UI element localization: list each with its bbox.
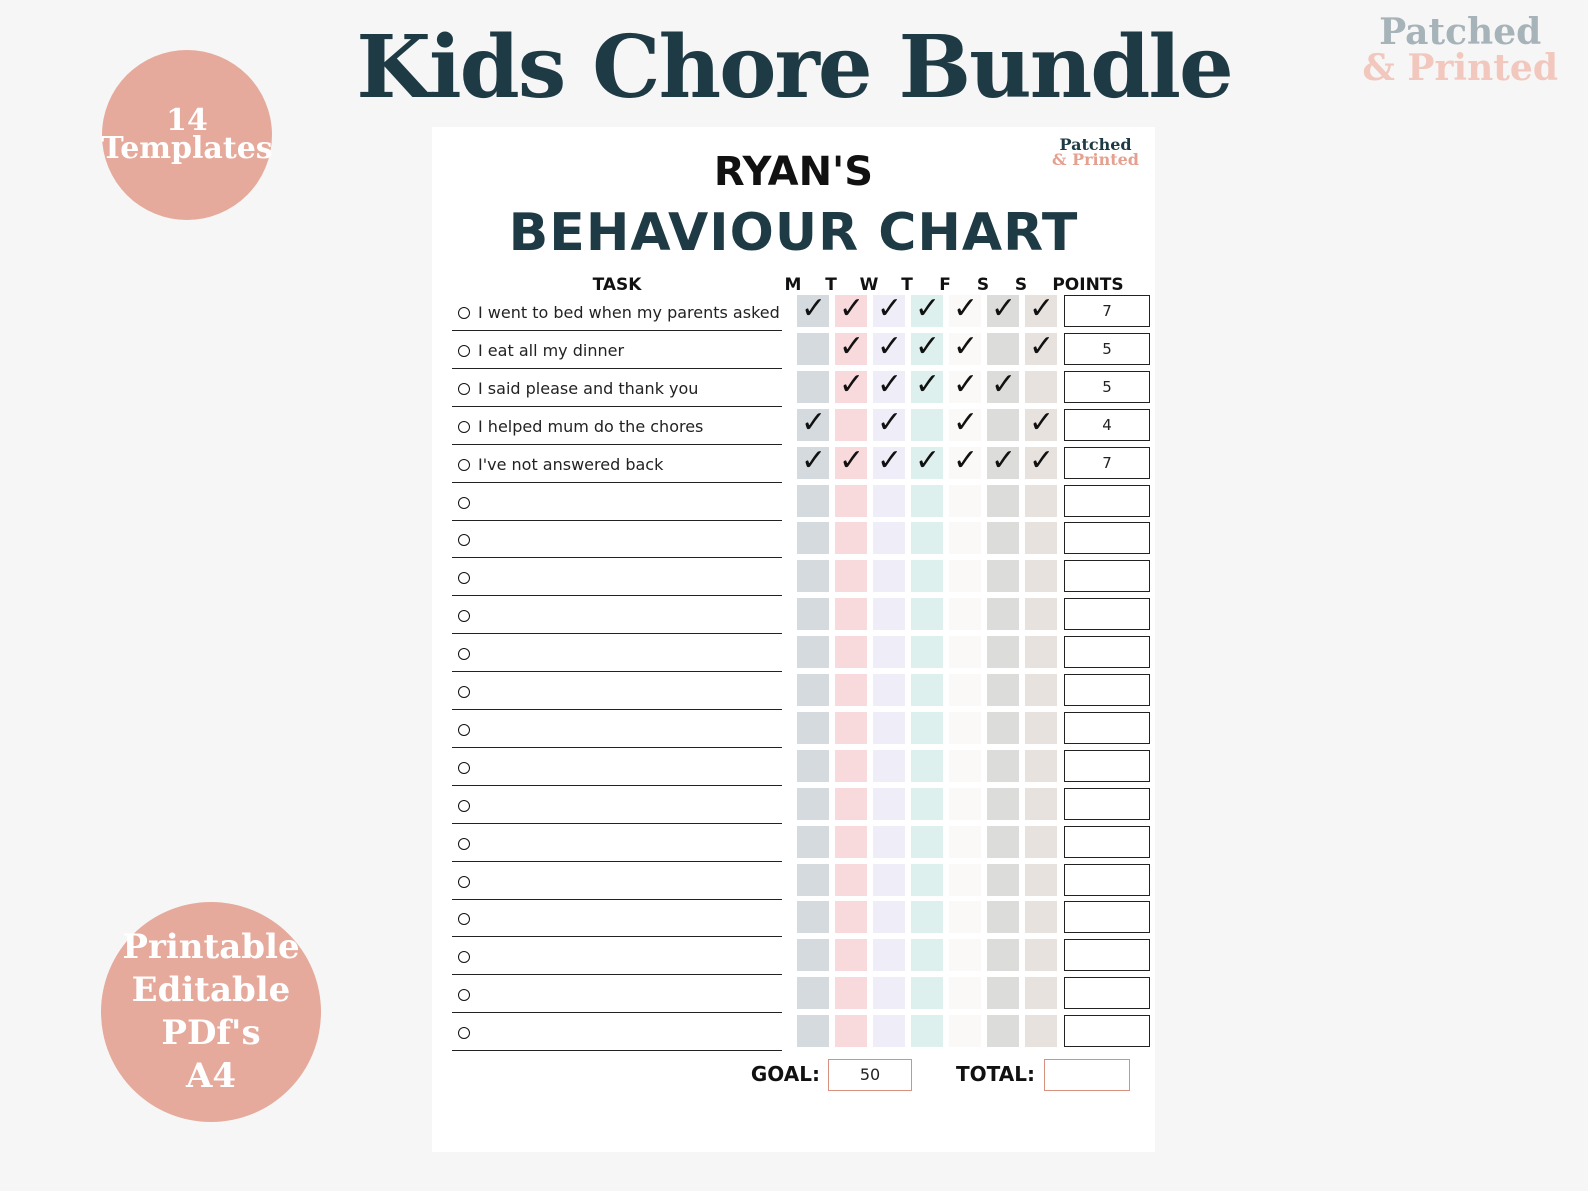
day-cell[interactable] bbox=[911, 788, 943, 820]
day-cell[interactable] bbox=[949, 636, 981, 668]
task-label: I said please and thank you bbox=[478, 378, 699, 398]
task-field[interactable] bbox=[452, 824, 782, 862]
task-field[interactable] bbox=[452, 975, 782, 1013]
day-cell[interactable] bbox=[1025, 371, 1057, 403]
task-field[interactable] bbox=[452, 558, 782, 596]
day-cell[interactable] bbox=[835, 598, 867, 630]
task-bullet-icon bbox=[458, 686, 470, 698]
day-cell[interactable] bbox=[873, 485, 905, 517]
day-cell[interactable] bbox=[987, 485, 1019, 517]
check-icon: ✓ bbox=[801, 404, 827, 440]
day-cell[interactable] bbox=[835, 939, 867, 971]
task-bullet-icon bbox=[458, 989, 470, 1001]
day-cell[interactable] bbox=[911, 712, 943, 744]
day-cell[interactable] bbox=[987, 291, 1019, 327]
day-cell[interactable] bbox=[987, 366, 1019, 403]
day-cell[interactable] bbox=[835, 442, 867, 479]
task-bullet-icon bbox=[458, 459, 470, 471]
check-icon: ✓ bbox=[877, 442, 903, 478]
points-field[interactable]: 5 bbox=[1064, 371, 1150, 403]
task-row bbox=[452, 824, 1132, 862]
goal-label: GOAL: bbox=[750, 1062, 820, 1086]
task-field[interactable] bbox=[452, 710, 782, 748]
day-cell[interactable] bbox=[873, 712, 905, 744]
day-header: W bbox=[859, 275, 879, 295]
templates-badge bbox=[102, 50, 272, 220]
check-icon: ✓ bbox=[877, 366, 903, 402]
day-cell[interactable] bbox=[1025, 522, 1057, 554]
check-icon: ✓ bbox=[915, 366, 941, 402]
points-field[interactable] bbox=[1064, 674, 1150, 706]
day-cell[interactable] bbox=[911, 442, 943, 479]
day-cell[interactable] bbox=[1025, 598, 1057, 630]
day-cell[interactable] bbox=[1025, 826, 1057, 858]
day-cell[interactable] bbox=[949, 328, 981, 365]
day-cell[interactable] bbox=[873, 674, 905, 706]
day-cell[interactable] bbox=[1025, 1015, 1057, 1047]
day-cell[interactable] bbox=[797, 560, 829, 592]
day-header: F bbox=[939, 275, 951, 295]
check-icon: ✓ bbox=[915, 442, 941, 478]
brand-logo bbox=[1362, 11, 1558, 89]
day-cell[interactable] bbox=[835, 977, 867, 1009]
task-field[interactable] bbox=[452, 369, 782, 407]
total-label: TOTAL: bbox=[956, 1062, 1035, 1086]
day-cell[interactable] bbox=[873, 636, 905, 668]
day-cell[interactable] bbox=[873, 977, 905, 1009]
day-cell[interactable] bbox=[949, 1015, 981, 1047]
day-cell[interactable] bbox=[797, 674, 829, 706]
day-cell[interactable] bbox=[911, 328, 943, 365]
day-cell[interactable] bbox=[835, 788, 867, 820]
day-cell[interactable] bbox=[911, 977, 943, 1009]
check-icon: ✓ bbox=[991, 442, 1017, 478]
day-cell[interactable] bbox=[797, 977, 829, 1009]
task-row bbox=[452, 786, 1132, 824]
day-cell[interactable] bbox=[835, 366, 867, 403]
day-cell[interactable] bbox=[949, 674, 981, 706]
check-icon: ✓ bbox=[839, 328, 865, 364]
chart-sheet bbox=[432, 127, 1155, 1152]
day-cell[interactable] bbox=[911, 939, 943, 971]
day-cell[interactable] bbox=[949, 366, 981, 403]
day-cell[interactable] bbox=[949, 750, 981, 782]
day-cell[interactable] bbox=[911, 522, 943, 554]
day-cell[interactable] bbox=[797, 485, 829, 517]
day-cell[interactable] bbox=[873, 598, 905, 630]
day-cell[interactable] bbox=[835, 1015, 867, 1047]
day-header: M bbox=[784, 275, 802, 295]
points-field[interactable] bbox=[1064, 636, 1150, 668]
day-cell[interactable] bbox=[797, 291, 829, 327]
task-row bbox=[452, 483, 1132, 521]
check-icon: ✓ bbox=[953, 328, 979, 364]
task-field[interactable] bbox=[452, 331, 782, 369]
day-cell[interactable] bbox=[987, 442, 1019, 479]
check-icon: ✓ bbox=[877, 404, 903, 440]
day-cell[interactable] bbox=[873, 404, 905, 441]
day-cell[interactable] bbox=[797, 442, 829, 479]
day-cell[interactable] bbox=[949, 864, 981, 896]
day-cell[interactable] bbox=[987, 788, 1019, 820]
check-icon: ✓ bbox=[1029, 328, 1055, 364]
task-bullet-icon bbox=[458, 307, 470, 319]
day-cell[interactable] bbox=[873, 901, 905, 933]
points-field[interactable] bbox=[1064, 598, 1150, 630]
day-header: S bbox=[976, 275, 990, 295]
task-row bbox=[452, 558, 1132, 596]
day-cell[interactable] bbox=[797, 750, 829, 782]
day-cell[interactable] bbox=[987, 826, 1019, 858]
features-badge bbox=[101, 902, 321, 1122]
day-cell[interactable] bbox=[835, 328, 867, 365]
day-cell[interactable] bbox=[797, 598, 829, 630]
check-icon: ✓ bbox=[915, 328, 941, 364]
task-label: I've not answered back bbox=[478, 454, 664, 474]
task-bullet-icon bbox=[458, 838, 470, 850]
day-cell[interactable] bbox=[987, 750, 1019, 782]
day-cell[interactable] bbox=[873, 328, 905, 365]
day-cell[interactable] bbox=[835, 901, 867, 933]
task-header: TASK bbox=[592, 275, 642, 295]
points-field[interactable]: 7 bbox=[1064, 295, 1150, 327]
day-cell[interactable] bbox=[987, 939, 1019, 971]
day-cell[interactable] bbox=[797, 333, 829, 365]
task-row bbox=[452, 672, 1132, 710]
task-field[interactable] bbox=[452, 862, 782, 900]
check-icon: ✓ bbox=[839, 291, 865, 326]
day-cell[interactable] bbox=[987, 560, 1019, 592]
task-bullet-icon bbox=[458, 345, 470, 357]
points-field[interactable] bbox=[1064, 522, 1150, 554]
day-cell[interactable] bbox=[797, 901, 829, 933]
day-cell[interactable] bbox=[949, 560, 981, 592]
day-cell[interactable] bbox=[911, 366, 943, 403]
day-cell[interactable] bbox=[797, 712, 829, 744]
day-cell[interactable] bbox=[797, 1015, 829, 1047]
points-field[interactable] bbox=[1064, 1015, 1150, 1047]
task-bullet-icon bbox=[458, 572, 470, 584]
points-field[interactable] bbox=[1064, 864, 1150, 896]
day-cell[interactable] bbox=[949, 788, 981, 820]
points-field[interactable] bbox=[1064, 977, 1150, 1009]
day-cell[interactable] bbox=[1025, 901, 1057, 933]
check-icon: ✓ bbox=[1029, 291, 1055, 326]
day-cell[interactable] bbox=[873, 864, 905, 896]
check-icon: ✓ bbox=[991, 366, 1017, 402]
brand-line2: & Printed bbox=[1362, 47, 1558, 89]
day-cell[interactable] bbox=[835, 750, 867, 782]
day-cell[interactable] bbox=[949, 712, 981, 744]
day-cell[interactable] bbox=[949, 977, 981, 1009]
day-cell[interactable] bbox=[797, 371, 829, 403]
child-name[interactable]: RYAN'S bbox=[713, 149, 874, 195]
task-bullet-icon bbox=[458, 648, 470, 660]
day-cell[interactable] bbox=[873, 750, 905, 782]
badge-line: 14 bbox=[166, 103, 208, 138]
day-cell[interactable] bbox=[873, 939, 905, 971]
day-cell[interactable] bbox=[873, 560, 905, 592]
task-row bbox=[452, 328, 1132, 369]
sheet-brand-line2: & Printed bbox=[1052, 150, 1139, 169]
check-icon: ✓ bbox=[877, 328, 903, 364]
task-bullet-icon bbox=[458, 951, 470, 963]
day-header: T bbox=[901, 275, 913, 295]
task-bullet-icon bbox=[458, 1027, 470, 1039]
points-field[interactable] bbox=[1064, 485, 1150, 517]
day-cell[interactable] bbox=[1025, 977, 1057, 1009]
day-cell[interactable] bbox=[1025, 291, 1057, 327]
task-field[interactable] bbox=[452, 672, 782, 710]
task-field[interactable] bbox=[452, 520, 782, 558]
check-icon: ✓ bbox=[1029, 442, 1055, 478]
task-bullet-icon bbox=[458, 534, 470, 546]
day-cell[interactable] bbox=[911, 674, 943, 706]
day-cell[interactable] bbox=[1025, 712, 1057, 744]
day-cell[interactable] bbox=[835, 674, 867, 706]
chart-title: BEHAVIOUR CHART bbox=[508, 203, 1079, 263]
task-label: I helped mum do the chores bbox=[478, 416, 704, 436]
task-row bbox=[452, 899, 1132, 937]
task-row bbox=[452, 748, 1132, 786]
task-bullet-icon bbox=[458, 800, 470, 812]
day-cell[interactable] bbox=[1025, 864, 1057, 896]
task-row bbox=[452, 862, 1132, 900]
task-row bbox=[452, 710, 1132, 748]
day-cell[interactable] bbox=[835, 826, 867, 858]
day-cell[interactable] bbox=[949, 522, 981, 554]
task-field[interactable] bbox=[452, 445, 782, 483]
day-cell[interactable] bbox=[987, 977, 1019, 1009]
task-bullet-icon bbox=[458, 913, 470, 925]
check-icon: ✓ bbox=[953, 404, 979, 440]
task-row bbox=[452, 442, 1132, 483]
task-field[interactable] bbox=[452, 786, 782, 824]
day-cell[interactable] bbox=[835, 712, 867, 744]
task-label: I eat all my dinner bbox=[478, 340, 625, 360]
day-cell[interactable] bbox=[987, 674, 1019, 706]
points-header: POINTS bbox=[1052, 275, 1124, 295]
task-bullet-icon bbox=[458, 876, 470, 888]
badge-line: A4 bbox=[185, 1056, 237, 1096]
day-cell[interactable] bbox=[1025, 636, 1057, 668]
points-field[interactable]: 4 bbox=[1064, 409, 1150, 441]
day-cell[interactable] bbox=[911, 636, 943, 668]
task-row bbox=[452, 1013, 1132, 1051]
points-field[interactable]: 7 bbox=[1064, 447, 1150, 479]
day-cell[interactable] bbox=[835, 560, 867, 592]
task-label: I went to bed when my parents asked bbox=[478, 303, 780, 322]
day-cell[interactable] bbox=[873, 522, 905, 554]
day-cell[interactable] bbox=[911, 901, 943, 933]
goal-field[interactable]: 50 bbox=[828, 1059, 912, 1091]
day-cell[interactable] bbox=[911, 409, 943, 441]
day-cell[interactable] bbox=[987, 712, 1019, 744]
task-field[interactable] bbox=[452, 596, 782, 634]
day-cell[interactable] bbox=[987, 636, 1019, 668]
check-icon: ✓ bbox=[801, 442, 827, 478]
check-icon: ✓ bbox=[839, 442, 865, 478]
banner-title: Kids Chore Bundle bbox=[356, 17, 1232, 118]
task-row bbox=[452, 404, 1132, 445]
total-field[interactable] bbox=[1044, 1059, 1130, 1091]
day-cell[interactable] bbox=[835, 485, 867, 517]
badge-line: Editable bbox=[131, 970, 291, 1010]
sheet-brand-line1: Patched bbox=[1059, 135, 1132, 154]
day-cell[interactable] bbox=[873, 1015, 905, 1047]
day-cell[interactable] bbox=[949, 598, 981, 630]
day-cell[interactable] bbox=[797, 404, 829, 441]
day-cell[interactable] bbox=[911, 291, 943, 327]
day-cell[interactable] bbox=[797, 864, 829, 896]
day-cell[interactable] bbox=[873, 826, 905, 858]
points-field[interactable] bbox=[1064, 788, 1150, 820]
day-cell[interactable] bbox=[1025, 485, 1057, 517]
day-cell[interactable] bbox=[949, 442, 981, 479]
day-cell[interactable] bbox=[987, 598, 1019, 630]
points-field[interactable] bbox=[1064, 750, 1150, 782]
day-cell[interactable] bbox=[797, 788, 829, 820]
day-cell[interactable] bbox=[797, 939, 829, 971]
task-field[interactable] bbox=[452, 937, 782, 975]
badge-line: Templates bbox=[101, 131, 273, 166]
task-row bbox=[452, 975, 1132, 1013]
day-cell[interactable] bbox=[1025, 560, 1057, 592]
day-cell[interactable] bbox=[873, 366, 905, 403]
points-field[interactable] bbox=[1064, 712, 1150, 744]
task-bullet-icon bbox=[458, 497, 470, 509]
day-cell[interactable] bbox=[987, 864, 1019, 896]
day-cell[interactable] bbox=[949, 404, 981, 441]
day-cell[interactable] bbox=[911, 826, 943, 858]
check-icon: ✓ bbox=[1029, 404, 1055, 440]
day-header: S bbox=[1014, 275, 1028, 295]
day-cell[interactable] bbox=[1025, 442, 1057, 479]
check-icon: ✓ bbox=[991, 291, 1017, 326]
check-icon: ✓ bbox=[953, 291, 979, 326]
day-cell[interactable] bbox=[873, 442, 905, 479]
task-row bbox=[452, 634, 1132, 672]
day-cell[interactable] bbox=[987, 901, 1019, 933]
task-row bbox=[452, 366, 1132, 407]
points-field[interactable] bbox=[1064, 826, 1150, 858]
day-header: T bbox=[825, 275, 837, 295]
day-cell[interactable] bbox=[873, 788, 905, 820]
check-icon: ✓ bbox=[801, 291, 827, 326]
day-cell[interactable] bbox=[987, 1015, 1019, 1047]
points-field[interactable] bbox=[1064, 939, 1150, 971]
day-cell[interactable] bbox=[835, 864, 867, 896]
task-field[interactable] bbox=[452, 1013, 782, 1051]
task-field[interactable] bbox=[452, 899, 782, 937]
day-cell[interactable] bbox=[911, 1015, 943, 1047]
day-cell[interactable] bbox=[835, 522, 867, 554]
brand-line1: Patched bbox=[1379, 11, 1542, 53]
day-cell[interactable] bbox=[1025, 404, 1057, 441]
day-cell[interactable] bbox=[949, 901, 981, 933]
task-field[interactable] bbox=[452, 634, 782, 672]
day-cell[interactable] bbox=[911, 485, 943, 517]
task-field[interactable] bbox=[452, 748, 782, 786]
check-icon: ✓ bbox=[839, 366, 865, 402]
day-cell[interactable] bbox=[835, 409, 867, 441]
task-bullet-icon bbox=[458, 421, 470, 433]
day-cell[interactable] bbox=[1025, 788, 1057, 820]
day-cell[interactable] bbox=[949, 826, 981, 858]
task-bullet-icon bbox=[458, 762, 470, 774]
day-cell[interactable] bbox=[1025, 939, 1057, 971]
task-row bbox=[452, 937, 1132, 975]
day-cell[interactable] bbox=[873, 291, 905, 327]
check-icon: ✓ bbox=[953, 366, 979, 402]
day-cell[interactable] bbox=[797, 522, 829, 554]
day-cell[interactable] bbox=[1025, 674, 1057, 706]
day-cell[interactable] bbox=[987, 333, 1019, 365]
points-field[interactable] bbox=[1064, 901, 1150, 933]
day-cell[interactable] bbox=[835, 291, 867, 327]
day-cell[interactable] bbox=[911, 560, 943, 592]
task-bullet-icon bbox=[458, 724, 470, 736]
task-row bbox=[452, 293, 1132, 331]
check-icon: ✓ bbox=[953, 442, 979, 478]
check-icon: ✓ bbox=[915, 291, 941, 326]
day-cell[interactable] bbox=[911, 864, 943, 896]
day-cell[interactable] bbox=[949, 485, 981, 517]
day-cell[interactable] bbox=[911, 598, 943, 630]
day-cell[interactable] bbox=[797, 636, 829, 668]
day-cell[interactable] bbox=[797, 826, 829, 858]
day-cell[interactable] bbox=[987, 409, 1019, 441]
points-field[interactable]: 5 bbox=[1064, 333, 1150, 365]
day-cell[interactable] bbox=[1025, 328, 1057, 365]
task-bullet-icon bbox=[458, 383, 470, 395]
badge-line: PDf's bbox=[161, 1013, 261, 1053]
task-field[interactable] bbox=[452, 293, 782, 331]
day-cell[interactable] bbox=[987, 522, 1019, 554]
task-row bbox=[452, 520, 1132, 558]
badge-line: Printable bbox=[122, 927, 300, 967]
day-cell[interactable] bbox=[949, 291, 981, 327]
day-cell[interactable] bbox=[911, 750, 943, 782]
day-cell[interactable] bbox=[949, 939, 981, 971]
check-icon: ✓ bbox=[877, 291, 903, 326]
day-cell[interactable] bbox=[1025, 750, 1057, 782]
task-field[interactable] bbox=[452, 483, 782, 521]
points-field[interactable] bbox=[1064, 560, 1150, 592]
task-field[interactable] bbox=[452, 407, 782, 445]
task-row bbox=[452, 596, 1132, 634]
day-cell[interactable] bbox=[835, 636, 867, 668]
task-bullet-icon bbox=[458, 610, 470, 622]
